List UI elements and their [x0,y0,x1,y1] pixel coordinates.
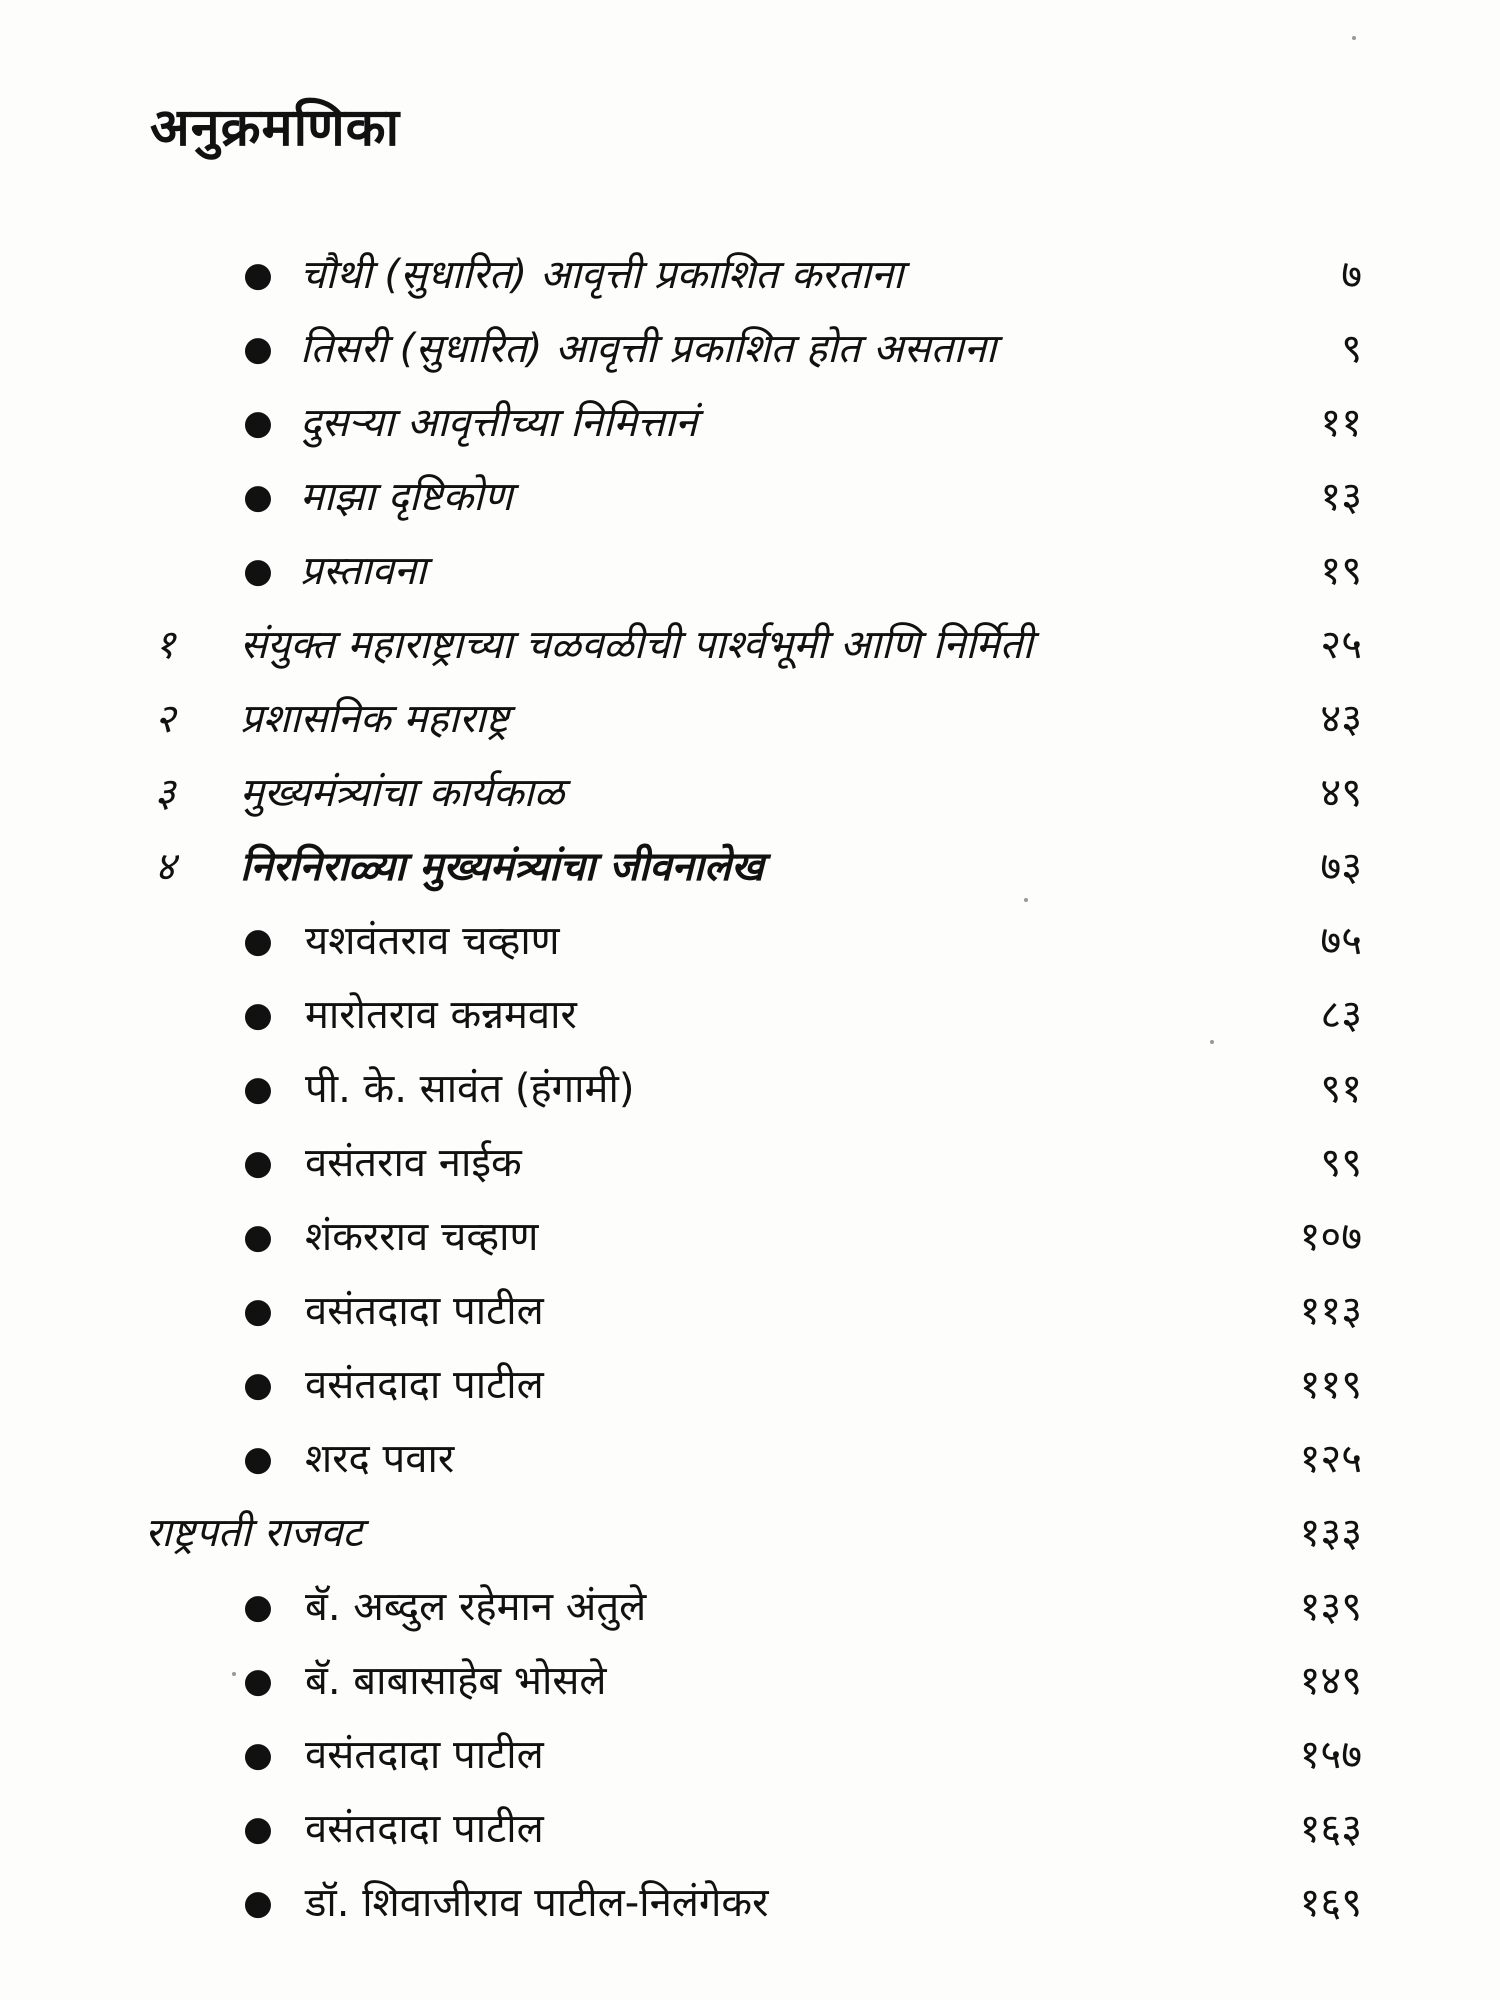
toc-entry-page: ९ [1341,326,1362,372]
toc-chapter [0,682,1500,756]
scan-speck [1352,36,1356,40]
toc-chapter-title: मुख्यमंत्र्यांचा कार्यकाळ [240,770,565,816]
bullet-icon: ● [243,403,273,443]
bullet-icon: ● [243,1365,273,1405]
toc-entry-page: ९१ [1320,1066,1362,1112]
chapter-number: १ [154,622,176,668]
toc-entry-page: १३३ [1299,1510,1362,1556]
toc-entry-page: १०७ [1299,1214,1362,1260]
toc-entry-page: ७५ [1320,918,1362,964]
toc-section-title: राष्ट्रपती राजवट [145,1510,363,1556]
bullet-icon: ● [243,1587,273,1627]
bullet-icon: ● [243,1143,273,1183]
bullet-icon: ● [243,255,273,295]
table-of-contents [0,238,1500,1940]
toc-entry [0,904,1500,978]
toc-entry-page: २५ [1320,622,1362,668]
toc-entry [0,238,1500,312]
toc-entry-page: ११९ [1299,1362,1362,1408]
toc-entry-page: १५७ [1299,1732,1362,1778]
toc-entry-page: ८३ [1320,992,1362,1038]
toc-entry-page: १३९ [1299,1584,1362,1630]
scan-speck [232,1672,236,1676]
toc-entry-page: ९९ [1320,1140,1362,1186]
toc-entry-title: डॉ. शिवाजीराव पाटील-निलंगेकर [305,1880,769,1926]
toc-entry-title: चौथी (सुधारित) आवृत्ती प्रकाशित करताना [300,252,904,298]
scan-speck [1210,1040,1214,1044]
toc-entry-title: वसंतदादा पाटील [305,1362,544,1408]
toc-entry-page: ४९ [1320,770,1362,816]
toc-entry-title: बॅ. बाबासाहेब भोसले [305,1658,607,1704]
toc-chapter-title: प्रशासनिक महाराष्ट्र [240,696,509,742]
toc-entry-title: बॅ. अब्दुल रहेमान अंतुले [305,1584,647,1630]
chapter-number: ४ [154,844,176,890]
toc-chapter-title: निरनिराळ्या मुख्यमंत्र्यांचा जीवनालेख [240,844,764,890]
toc-entry-page: ७३ [1320,844,1362,890]
toc-entry [0,1718,1500,1792]
toc-entry-title: वसंतदादा पाटील [305,1288,544,1334]
bullet-icon: ● [243,1883,273,1923]
toc-entry [0,1792,1500,1866]
toc-entry [0,1274,1500,1348]
toc-entry-title: दुसऱ्या आवृत्तीच्या निमित्तानं [300,400,698,446]
bullet-icon: ● [243,1661,273,1701]
toc-entry [0,1052,1500,1126]
toc-entry-title: शंकरराव चव्हाण [305,1214,539,1260]
toc-entry-page: ११ [1320,400,1362,446]
toc-entry-title: यशवंतराव चव्हाण [305,918,560,964]
toc-entry-page: १६९ [1299,1880,1362,1926]
toc-entry-page: १३ [1320,474,1362,520]
toc-entry-title: मारोतराव कन्नमवार [305,992,577,1038]
toc-entry-page: ११३ [1299,1288,1362,1334]
toc-entry-page: ७ [1341,252,1362,298]
toc-chapter [0,830,1500,904]
toc-entry-title: वसंतदादा पाटील [305,1806,544,1852]
toc-entry-page: १९ [1320,548,1362,594]
chapter-number: २ [154,696,176,742]
toc-entry [0,1126,1500,1200]
toc-entry [0,534,1500,608]
bullet-icon: ● [243,995,273,1035]
toc-entry [0,312,1500,386]
toc-entry [0,1570,1500,1644]
toc-entry [0,1348,1500,1422]
toc-entry-page: ४३ [1320,696,1362,742]
toc-entry [0,1200,1500,1274]
page-title: अनुक्रमणिका [150,98,401,158]
bullet-icon: ● [243,329,273,369]
toc-entry [0,386,1500,460]
toc-entry-title: वसंतदादा पाटील [305,1732,544,1778]
toc-entry-title: पी. के. सावंत (हंगामी) [305,1066,635,1112]
toc-entry-page: १६३ [1299,1806,1362,1852]
toc-entry [0,1866,1500,1940]
toc-entry [0,460,1500,534]
bullet-icon: ● [243,1217,273,1257]
bullet-icon: ● [243,1809,273,1849]
toc-section [0,1496,1500,1570]
bullet-icon: ● [243,1439,273,1479]
toc-chapter [0,756,1500,830]
bullet-icon: ● [243,1069,273,1109]
toc-entry-page: १४९ [1299,1658,1362,1704]
bullet-icon: ● [243,921,273,961]
toc-entry [0,978,1500,1052]
bullet-icon: ● [243,477,273,517]
bullet-icon: ● [243,1735,273,1775]
toc-entry-title: प्रस्तावना [300,548,427,594]
chapter-number: ३ [154,770,176,816]
toc-entry [0,1644,1500,1718]
bullet-icon: ● [243,1291,273,1331]
toc-entry-page: १२५ [1299,1436,1362,1482]
scan-speck [1024,898,1028,902]
toc-chapter-title: संयुक्त महाराष्ट्राच्या चळवळीची पार्श्वभूमी आणि निर्मिती [240,622,1033,668]
toc-entry [0,1422,1500,1496]
toc-entry-title: तिसरी (सुधारित) आवृत्ती प्रकाशित होत असताना [300,326,997,372]
toc-chapter [0,608,1500,682]
toc-entry-title: शरद पवार [305,1436,455,1482]
toc-entry-title: वसंतराव नाईक [305,1140,522,1186]
toc-entry-title: माझा दृष्टिकोण [300,474,513,520]
bullet-icon: ● [243,551,273,591]
